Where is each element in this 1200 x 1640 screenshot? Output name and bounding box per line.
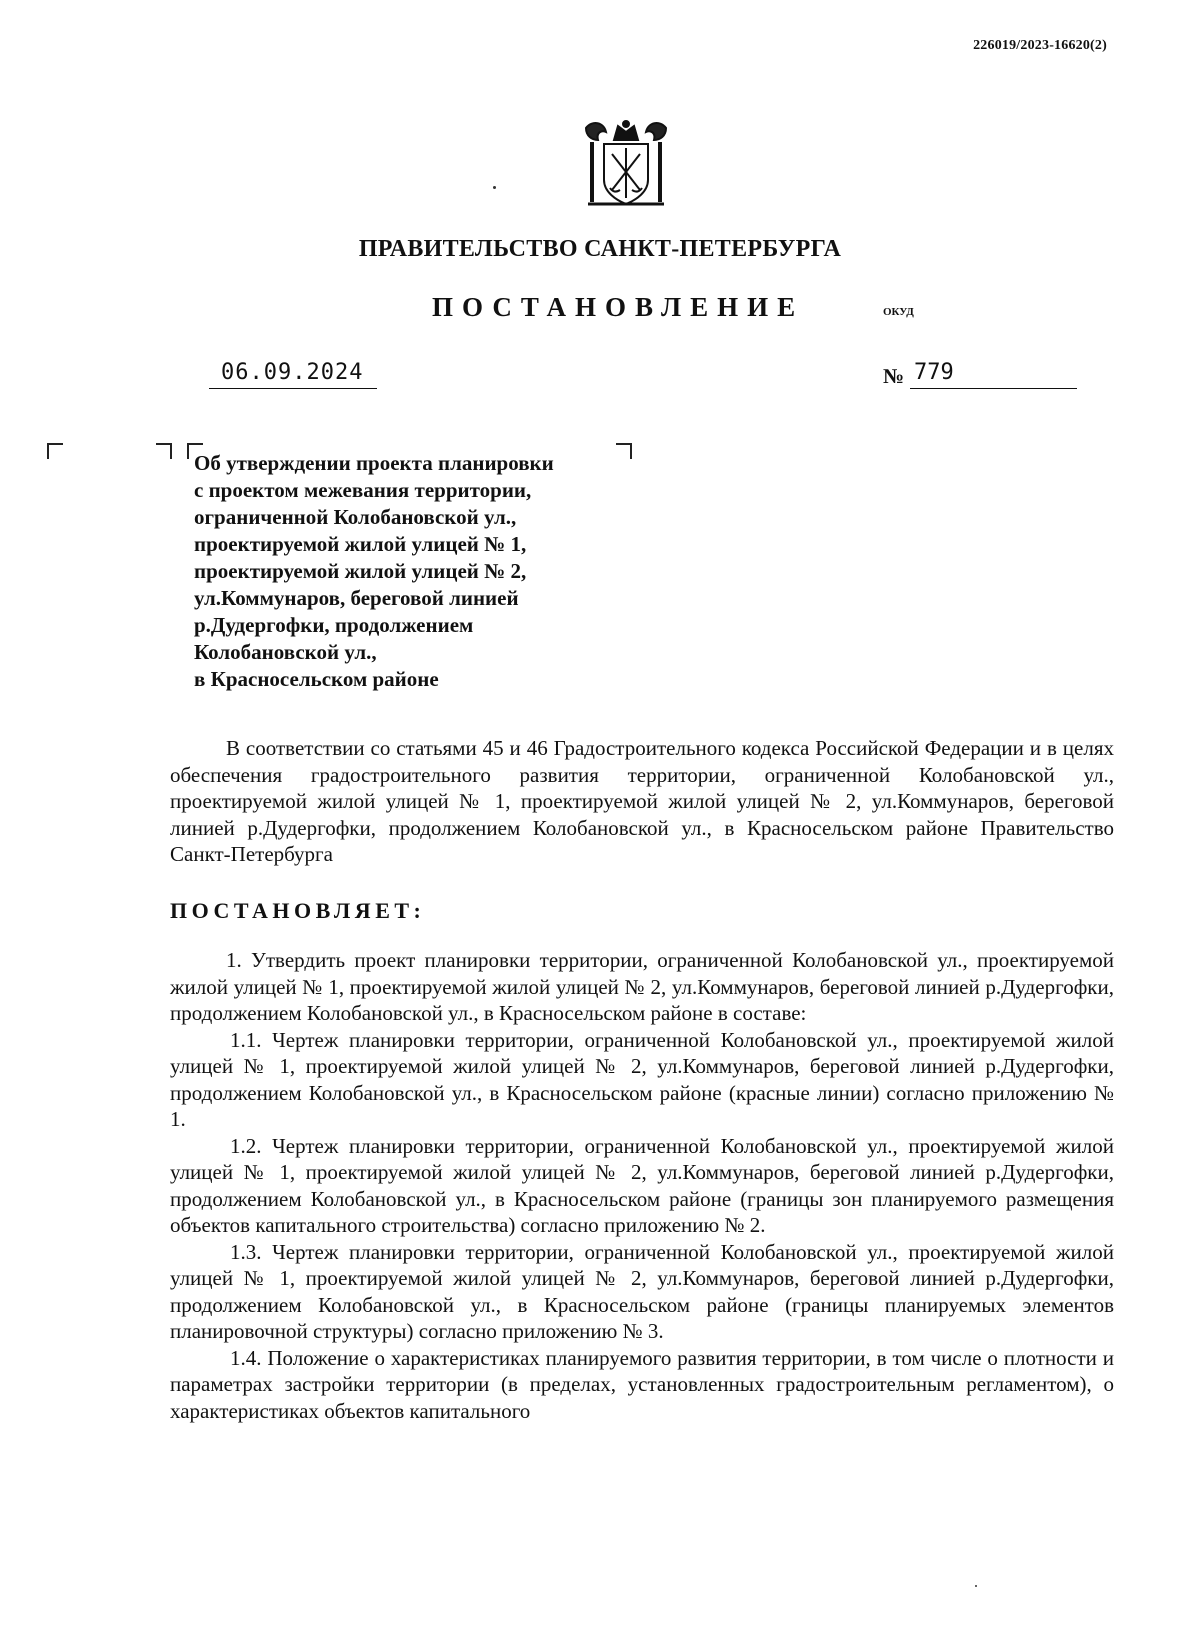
preamble-paragraph: В соответствии со статьями 45 и 46 Градостроительного кодекса Российской Федерации и в целях обеспечения градостроительного развития территории, ограниченной Колобановской ул., проектируемой жилой улицей № 1, проектируемой жилой улицей № 2, ул.Коммунаров, береговой линией р.Дудергофки, продолжением Колобановской ул., в Красносельском районе Правительство Санкт-Петербурга <box>170 736 1114 866</box>
subject-line: Об утверждении проекта планировки <box>194 451 554 475</box>
preamble <box>170 735 1114 868</box>
decree-item: 1. Утвердить проект планировки территории, ограниченной Колобановской ул., проектируемой жилой улицей № 1, проектируемой жилой улицей № 2, ул.Коммунаров, береговой линией р.Дудергофки, продолжением Колобановской ул., в Красносельском районе в составе: <box>170 948 1114 1025</box>
subject-line: проектируемой жилой улицей № 2, <box>194 559 527 583</box>
decree-title: ПОСТАНОВЛЕНИЕ <box>432 292 805 322</box>
date-value: 06.09.2024 <box>221 360 364 385</box>
speck <box>975 1585 977 1587</box>
number-field <box>910 360 1077 389</box>
number-value: 779 <box>914 360 954 385</box>
subject-line: ограниченной Колобановской ул., <box>194 505 517 529</box>
subject-line: в Красносельском районе <box>194 667 439 691</box>
subject-line: проектируемой жилой улицей № 1, <box>194 532 527 556</box>
speck <box>493 186 496 189</box>
subject-line: Колобановской ул., <box>194 640 377 664</box>
government-title: ПРАВИТЕЛЬСТВО САНКТ-ПЕТЕРБУРГА <box>358 236 842 262</box>
subject-line: р.Дудергофки, продолжением <box>194 613 474 637</box>
subject-line: с проектом межевания территории, <box>194 478 532 502</box>
decree-item: 1.4. Положение о характеристиках планируемого развития территории, в том числе о плотности и параметрах застройки территории (в пределах, установленных градостроительным регламентом), о характеристиках объектов капитального <box>170 1345 1114 1423</box>
subject-heading <box>194 450 624 693</box>
okud-label: ОКУД <box>883 306 914 318</box>
number-sign: № <box>883 364 905 388</box>
decree-item: 1.1. Чертеж планировки территории, ограниченной Колобановской ул., проектируемой жилой улицей № 1, проектируемой жилой улицей № 2, ул.Коммунаров, береговой линией р.Дудергофки, продолжением Колобановской ул., в Красносельском районе (красные линии) согласно приложению № 1. <box>170 1027 1114 1131</box>
date-field <box>209 360 377 389</box>
corner-mark <box>47 443 63 459</box>
decree-items <box>170 947 1114 1424</box>
decree-item: 1.2. Чертеж планировки территории, ограниченной Колобановской ул., проектируемой жилой улицей № 1, проектируемой жилой улицей № 2, ул.Коммунаров, береговой линией р.Дудергофки, продолжением Колобановской ул., в Красносельском районе (границы зон планируемого размещения объектов капитального строительства) согласно приложению № 2. <box>170 1133 1114 1237</box>
document-id: 226019/2023-16620(2) <box>973 38 1107 53</box>
subject-line: ул.Коммунаров, береговой линией <box>194 586 519 610</box>
decree-item: 1.3. Чертеж планировки территории, ограниченной Колобановской ул., проектируемой жилой улицей № 1, проектируемой жилой улицей № 2, ул.Коммунаров, береговой линией р.Дудергофки, продолжением Колобановской ул., в Красносельском районе (границы планируемых элементов планировочной структуры) согласно приложению № 3. <box>170 1239 1114 1343</box>
decrees-heading: ПОСТАНОВЛЯЕТ: <box>170 898 426 923</box>
coat-of-arms-emblem <box>578 118 674 213</box>
corner-mark <box>156 443 172 459</box>
